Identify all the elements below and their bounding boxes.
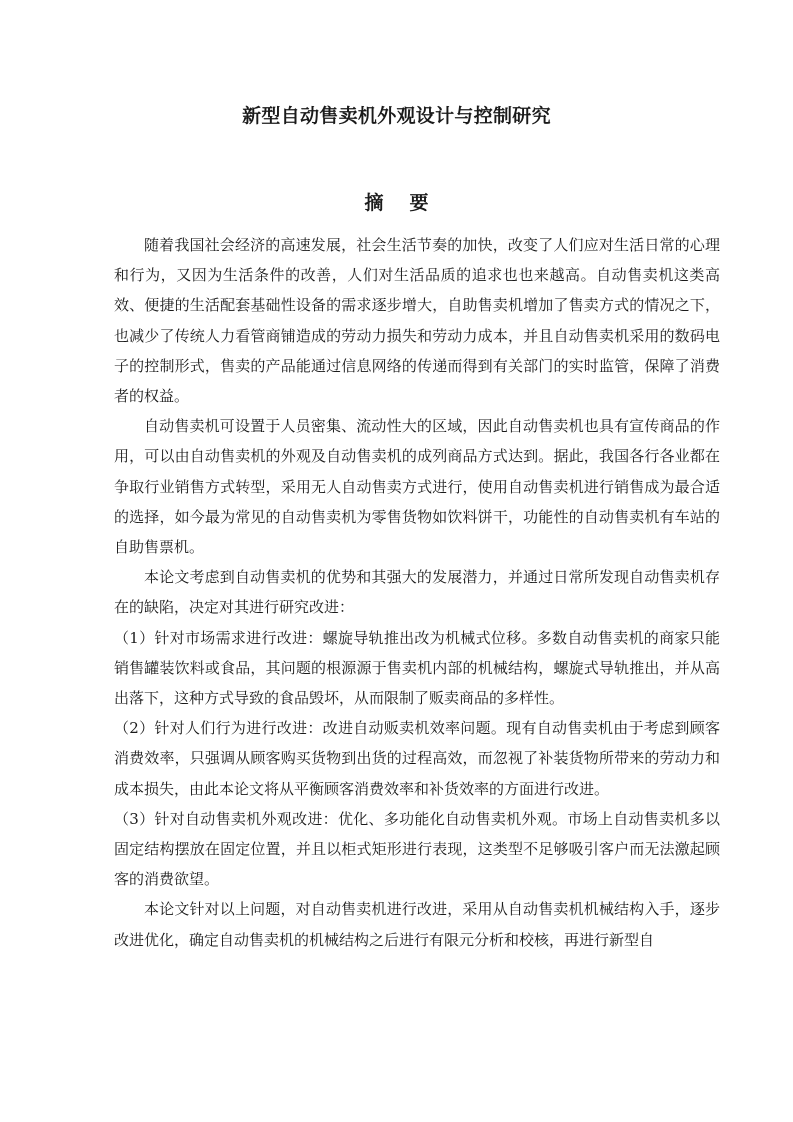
improvement-item-3: （3）针对自动售卖机外观改进：优化、多功能化自动售卖机外观。市场上自动售卖机多以固定结构摆放在固定位置，并且以柜式矩形进行表现，这类型不足够吸引客户而无法激起顾客的消费欲望。 [114, 809, 720, 889]
abstract-paragraph-1: 随着我国社会经济的高速发展，社会生活节奏的加快，改变了人们应对生活日常的心理和行为，又因为生活条件的改善，人们对生活品质的追求也也来越高。自动售卖机这类高效、便捷的生活配套基础性设备的需求逐步增大，自助售卖机增加了售卖方式的情况之下，也减少了传统人力看管商铺造成的劳动力损失和劳动力成本，并且自动售卖机采用的数码电子的控制形式，售卖的产品能通过信息网络的传递而得到有关部门的实时监管，保障了消费者的权益。 [114, 236, 720, 406]
improvement-item-1: （1）针对市场需求进行改进：螺旋导轨推出改为机械式位移。多数自动售卖机的商家只能销售罐装饮料或食品，其问题的根源源于售卖机内部的机械结构，螺旋式导轨推出，并从高出落下，这种方式导致的食品毁坏，从而限制了贩卖商品的多样性。 [114, 628, 720, 708]
abstract-heading: 摘要 [364, 192, 455, 214]
improvement-item-2: （2）针对人们行为进行改进：改进自动贩卖机效率问题。现有自动售卖机由于考虑到顾客消费效率，只强调从顾客购买货物到出货的过程高效，而忽视了补装货物所带来的劳动力和成本损失，由此本论文将从平衡顾客消费效率和补货效率的方面进行改进。 [114, 719, 720, 798]
abstract-paragraph-4: 本论文针对以上问题，对自动售卖机进行改进，采用从自动售卖机机械结构入手，逐步改进优化，确定自动售卖机的机械结构之后进行有限元分析和校核，再进行新型自 [114, 900, 720, 949]
document-title: 新型自动售卖机外观设计与控制研究 [242, 105, 551, 127]
abstract-paragraph-3: 本论文考虑到自动售卖机的优势和其强大的发展潜力，并通过日常所发现自动售卖机存在的缺陷，决定对其进行研究改进： [114, 568, 720, 617]
abstract-paragraph-2: 自动售卖机可设置于人员密集、流动性大的区域，因此自动售卖机也具有宣传商品的作用，可以由自动售卖机的外观及自动售卖机的成列商品方式达到。据此，我国各行各业都在争取行业销售方式转型，采用无人自动售卖方式进行，使用自动售卖机进行销售成为最合适的选择，如今最为常见的自动售卖机为零售货物如饮料饼干，功能性的自动售卖机有车站的自助售票机。 [114, 417, 720, 557]
abstract-body [114, 230, 720, 955]
